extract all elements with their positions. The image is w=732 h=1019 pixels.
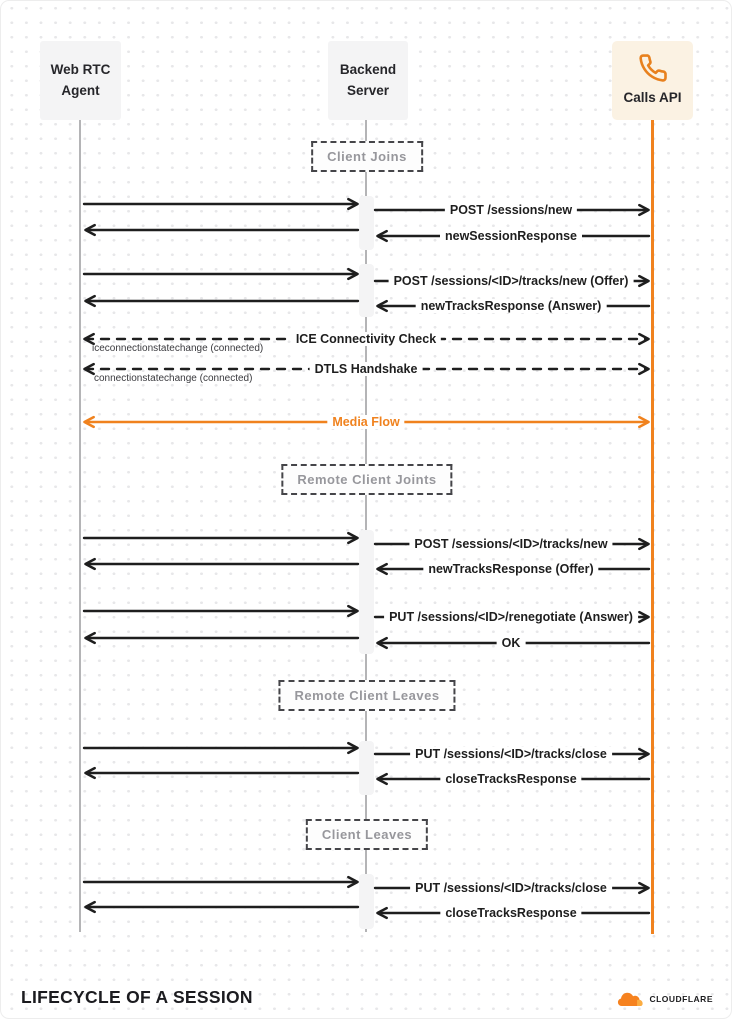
- arrow-ok: [86, 638, 649, 643]
- note-ice-connection-state-change: iceconnectionstatechange (connected): [92, 343, 264, 354]
- actor-label: Calls API: [623, 89, 682, 105]
- page-title: LIFECYCLE OF A SESSION: [21, 987, 253, 1007]
- phase-box-remote-client-leaves: Remote Client Leaves: [278, 680, 455, 711]
- message-label-post-tracks-new-offer: POST /sessions/<ID>/tracks/new (Offer): [389, 274, 634, 288]
- actor-label: Web RTC Agent: [50, 62, 111, 98]
- message-label-dtls-handshake: DTLS Handshake: [310, 362, 423, 376]
- message-label-media-flow: Media Flow: [327, 415, 404, 429]
- message-label-put-renegotiate-answer: PUT /sessions/<ID>/renegotiate (Answer): [384, 610, 638, 624]
- cloudflare-logo: [617, 991, 713, 1007]
- phase-box-client-joins: Client Joins: [311, 141, 423, 172]
- message-label-ice-connectivity-check: ICE Connectivity Check: [291, 332, 441, 346]
- cloudflare-wordmark: CLOUDFLARE: [649, 994, 713, 1004]
- message-label-put-tracks-close-1: PUT /sessions/<ID>/tracks/close: [410, 747, 612, 761]
- message-label-post-tracks-new: POST /sessions/<ID>/tracks/new: [409, 537, 612, 551]
- actor-label: Backend Server: [339, 62, 397, 98]
- message-label-put-tracks-close-2: PUT /sessions/<ID>/tracks/close: [410, 881, 612, 895]
- message-label-post-sessions-new: POST /sessions/new: [445, 203, 577, 217]
- message-label-close-tracks-response-2: closeTracksResponse: [440, 906, 581, 920]
- message-label-new-tracks-response-offer: newTracksResponse (Offer): [423, 562, 598, 576]
- phase-box-client-leaves: Client Leaves: [306, 819, 428, 850]
- note-connection-state-change: connectionstatechange (connected): [94, 373, 253, 384]
- message-label-new-session-response: newSessionResponse: [440, 229, 582, 243]
- message-label-ok: OK: [497, 636, 526, 650]
- cloudflare-cloud-icon: [617, 991, 645, 1007]
- message-label-new-tracks-response-answer: newTracksResponse (Answer): [416, 299, 607, 313]
- message-label-close-tracks-response-1: closeTracksResponse: [440, 772, 581, 786]
- phase-box-remote-client-joints: Remote Client Joints: [281, 464, 452, 495]
